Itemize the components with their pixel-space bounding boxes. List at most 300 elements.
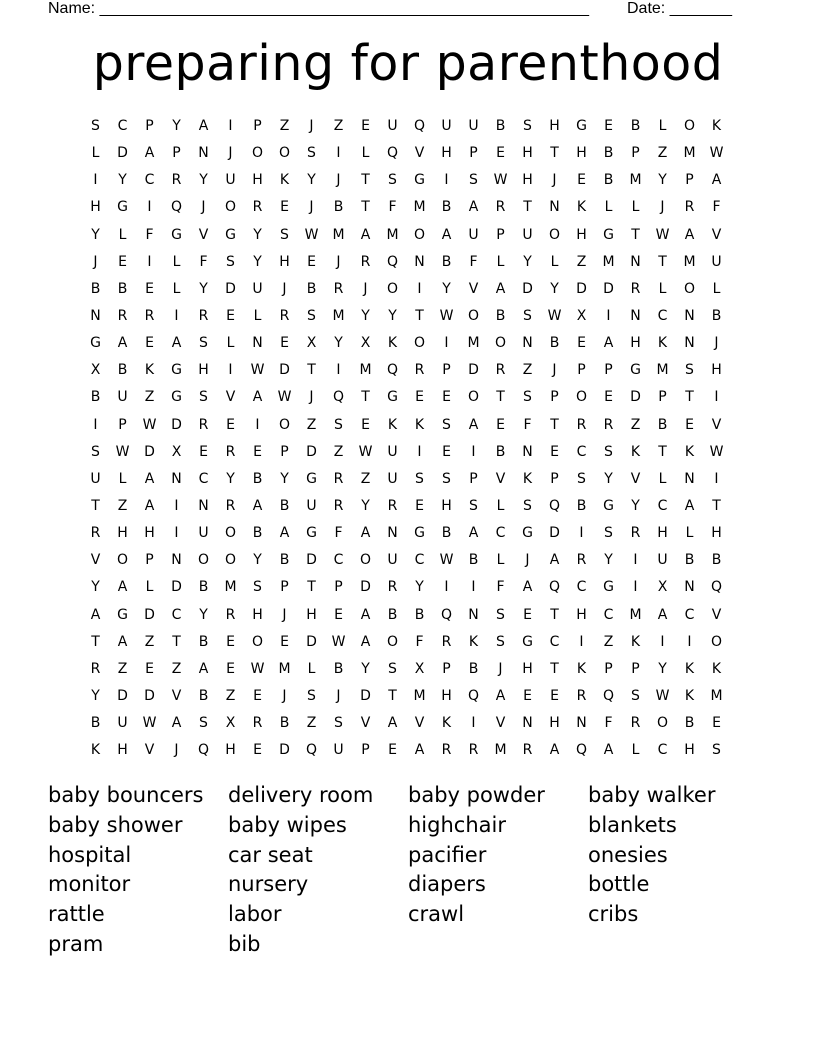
grid-letter: H — [441, 145, 452, 162]
grid-letter: H — [549, 715, 560, 732]
word-list-item: labor — [228, 902, 282, 927]
grid-letter: Q — [548, 497, 561, 514]
grid-letter: C — [657, 742, 668, 759]
grid-letter: A — [603, 742, 614, 759]
grid-letter: J — [336, 253, 341, 270]
grid-letter: B — [576, 497, 587, 514]
grid-letter: I — [444, 172, 449, 189]
grid-letter: B — [684, 715, 695, 732]
grid-letter: B — [549, 335, 560, 352]
grid-letter: U — [441, 118, 452, 134]
grid-letter: D — [279, 362, 290, 379]
grid-letter: C — [171, 606, 182, 623]
grid-letter: Z — [657, 145, 668, 162]
grid-letter: P — [145, 118, 154, 134]
grid-letter: N — [684, 307, 695, 324]
grid-letter: L — [658, 470, 667, 487]
grid-letter: U — [468, 226, 479, 243]
grid-letter: P — [172, 145, 181, 162]
grid-letter: K — [387, 335, 398, 352]
grid-letter: F — [523, 416, 532, 433]
grid-letter: I — [174, 525, 179, 542]
grid-letter: S — [199, 389, 208, 406]
grid-letter: Y — [631, 497, 640, 514]
grid-letter: W — [250, 660, 265, 677]
grid-letter: G — [90, 335, 101, 352]
grid-letter: H — [549, 118, 560, 134]
grid-letter: U — [387, 552, 398, 569]
grid-letter: E — [280, 335, 289, 352]
grid-letter: F — [496, 579, 505, 596]
grid-letter: A — [360, 226, 371, 243]
grid-letter: E — [226, 633, 235, 650]
grid-letter: Y — [199, 606, 208, 623]
grid-letter: V — [711, 226, 722, 243]
grid-letter: E — [307, 253, 316, 270]
grid-letter: S — [442, 470, 451, 487]
grid-letter: G — [171, 389, 182, 406]
grid-letter: A — [117, 579, 128, 596]
grid-letter: C — [495, 525, 506, 542]
grid-letter: N — [630, 253, 641, 270]
grid-letter: L — [496, 497, 505, 514]
grid-letter: N — [198, 145, 209, 162]
grid-letter: E — [280, 633, 289, 650]
grid-letter: H — [522, 660, 533, 677]
grid-letter: A — [360, 525, 371, 542]
grid-letter: O — [683, 280, 696, 297]
word-list-item: nursery — [228, 872, 309, 897]
grid-letter: X — [360, 335, 371, 352]
grid-letter: S — [604, 443, 613, 460]
grid-letter: E — [145, 335, 154, 352]
grid-letter: E — [685, 416, 694, 433]
grid-letter: P — [577, 362, 586, 379]
grid-letter: Y — [658, 660, 667, 677]
grid-letter: B — [495, 118, 506, 134]
grid-letter: K — [387, 416, 398, 433]
grid-letter: B — [279, 715, 290, 732]
grid-letter: Q — [548, 579, 561, 596]
grid-letter: R — [684, 199, 695, 216]
grid-letter: Q — [386, 362, 399, 379]
grid-letter: E — [577, 335, 586, 352]
grid-letter: W — [709, 145, 724, 162]
grid-letter: V — [90, 552, 101, 569]
grid-letter: S — [307, 687, 316, 704]
grid-letter: O — [386, 280, 399, 297]
grid-row — [82, 468, 742, 495]
grid-letter: K — [468, 633, 479, 650]
grid-letter: B — [252, 525, 263, 542]
word-list-row — [48, 781, 768, 811]
grid-letter: R — [414, 362, 425, 379]
grid-letter: H — [711, 362, 722, 379]
grid-letter: M — [224, 579, 237, 596]
grid-letter: Y — [361, 307, 370, 324]
grid-letter: K — [279, 172, 290, 189]
grid-letter: I — [471, 715, 476, 732]
grid-letter: E — [361, 118, 370, 134]
grid-letter: C — [414, 552, 425, 569]
grid-letter: B — [603, 145, 614, 162]
grid-letter: Z — [603, 633, 614, 650]
grid-letter: T — [307, 362, 316, 379]
grid-letter: Y — [172, 118, 181, 134]
grid-letter: O — [224, 199, 237, 216]
grid-letter: E — [226, 660, 235, 677]
grid-letter: F — [388, 199, 397, 216]
grid-letter: F — [604, 715, 613, 732]
word-list-item: baby bouncers — [48, 783, 204, 807]
grid-letter: Y — [388, 307, 397, 324]
grid-letter: R — [333, 497, 344, 514]
grid-letter: Y — [253, 253, 262, 270]
grid-letter: A — [495, 687, 506, 704]
grid-letter: Z — [522, 362, 533, 379]
word-list-item: blankets — [588, 812, 677, 837]
grid-letter: V — [630, 470, 641, 487]
grid-letter: E — [442, 389, 451, 406]
grid-letter: D — [306, 552, 317, 569]
letter-grid — [82, 115, 742, 766]
grid-letter: O — [386, 633, 399, 650]
grid-letter: H — [576, 606, 587, 623]
grid-letter: M — [683, 145, 696, 162]
grid-letter: O — [467, 307, 480, 324]
grid-letter: E — [118, 253, 127, 270]
grid-row — [82, 604, 742, 631]
grid-letter: P — [550, 389, 559, 406]
grid-letter: K — [630, 443, 641, 460]
grid-letter: N — [684, 579, 695, 596]
grid-letter: G — [306, 525, 317, 542]
grid-row — [82, 495, 742, 522]
grid-letter: A — [252, 389, 263, 406]
grid-letter: K — [711, 118, 722, 134]
word-list-item: baby walker — [588, 783, 716, 807]
grid-letter: T — [91, 633, 100, 650]
grid-letter: A — [549, 742, 560, 759]
grid-letter: E — [361, 416, 370, 433]
grid-letter: A — [360, 606, 371, 623]
grid-letter: C — [657, 497, 668, 514]
grid-letter: E — [550, 687, 559, 704]
word-list-item: crawl — [408, 902, 465, 927]
grid-row — [82, 224, 742, 251]
grid-letter: N — [630, 307, 641, 324]
grid-letter: E — [415, 497, 424, 514]
grid-letter: E — [577, 172, 586, 189]
grid-letter: S — [469, 497, 478, 514]
grid-letter: U — [387, 118, 398, 134]
grid-letter: Z — [306, 715, 317, 732]
grid-row — [82, 386, 742, 413]
grid-letter: O — [278, 416, 291, 433]
grid-letter: Q — [332, 389, 345, 406]
grid-letter: T — [361, 389, 370, 406]
grid-letter: H — [576, 226, 587, 243]
grid-letter: R — [225, 497, 236, 514]
grid-letter: S — [523, 389, 532, 406]
grid-letter: A — [468, 416, 479, 433]
grid-letter: V — [225, 389, 236, 406]
grid-letter: X — [414, 660, 425, 677]
grid-letter: S — [91, 443, 100, 460]
grid-letter: J — [201, 199, 206, 216]
grid-letter: L — [631, 742, 640, 759]
grid-letter: A — [144, 145, 155, 162]
grid-letter: F — [199, 253, 208, 270]
grid-letter: V — [711, 606, 722, 623]
grid-letter: Z — [576, 253, 587, 270]
grid-letter: B — [198, 687, 209, 704]
grid-letter: L — [658, 118, 667, 134]
grid-letter: B — [711, 307, 722, 324]
grid-letter: U — [306, 497, 317, 514]
grid-letter: I — [606, 307, 611, 324]
grid-letter: W — [709, 443, 724, 460]
grid-letter: Y — [658, 172, 667, 189]
grid-letter: F — [334, 525, 343, 542]
grid-letter: Z — [117, 660, 128, 677]
grid-letter: I — [228, 362, 233, 379]
word-list-item: pram — [48, 931, 104, 956]
grid-letter: O — [116, 552, 129, 569]
word-list-item: hospital — [48, 842, 132, 867]
grid-letter: O — [197, 552, 210, 569]
grid-letter: T — [658, 253, 667, 270]
grid-letter: S — [469, 172, 478, 189]
grid-letter: R — [252, 199, 263, 216]
grid-letter: H — [144, 525, 155, 542]
grid-letter: N — [522, 335, 533, 352]
grid-letter: B — [333, 199, 344, 216]
grid-letter: A — [387, 715, 398, 732]
grid-letter: M — [413, 199, 426, 216]
grid-letter: G — [414, 172, 425, 189]
grid-letter: Q — [386, 145, 399, 162]
grid-letter: A — [441, 226, 452, 243]
grid-letter: S — [523, 497, 532, 514]
grid-letter: O — [494, 335, 507, 352]
grid-letter: D — [171, 416, 182, 433]
grid-letter: P — [658, 389, 667, 406]
grid-letter: C — [576, 579, 587, 596]
grid-letter: G — [603, 579, 614, 596]
grid-letter: N — [522, 443, 533, 460]
puzzle-title: preparing for parenthood — [92, 35, 724, 92]
grid-letter: G — [603, 497, 614, 514]
grid-letter: E — [388, 742, 397, 759]
grid-letter: B — [711, 552, 722, 569]
grid-letter: N — [684, 470, 695, 487]
grid-letter: I — [93, 172, 98, 189]
grid-letter: U — [117, 389, 128, 406]
grid-letter: R — [441, 742, 452, 759]
grid-letter: A — [171, 715, 182, 732]
grid-letter: X — [576, 307, 587, 324]
grid-row — [82, 196, 742, 223]
grid-letter: M — [656, 362, 669, 379]
grid-letter: K — [630, 633, 641, 650]
grid-letter: R — [441, 633, 452, 650]
grid-letter: H — [279, 253, 290, 270]
date-field-label: Date: _______ — [627, 0, 732, 17]
grid-letter: P — [253, 118, 262, 134]
grid-letter: D — [360, 579, 371, 596]
grid-letter: W — [655, 226, 670, 243]
grid-letter: E — [496, 145, 505, 162]
grid-letter: F — [145, 226, 154, 243]
grid-letter: Y — [361, 497, 370, 514]
grid-letter: M — [629, 606, 642, 623]
grid-letter: L — [172, 253, 181, 270]
grid-letter: Q — [440, 606, 453, 623]
grid-letter: B — [441, 199, 452, 216]
grid-letter: Y — [91, 687, 100, 704]
grid-letter: U — [657, 552, 668, 569]
grid-letter: Q — [575, 742, 588, 759]
grid-letter: R — [630, 280, 641, 297]
grid-letter: Y — [415, 579, 424, 596]
grid-letter: S — [91, 118, 100, 134]
grid-letter: Y — [91, 226, 100, 243]
grid-letter: W — [655, 687, 670, 704]
grid-letter: P — [280, 579, 289, 596]
grid-letter: O — [575, 389, 588, 406]
word-list-row — [48, 870, 768, 900]
grid-letter: S — [604, 525, 613, 542]
grid-row — [82, 712, 742, 739]
grid-letter: B — [198, 579, 209, 596]
grid-letter: E — [523, 606, 532, 623]
grid-letter: S — [334, 416, 343, 433]
grid-letter: Y — [253, 552, 262, 569]
grid-letter: Z — [630, 416, 641, 433]
grid-letter: O — [467, 389, 480, 406]
grid-letter: K — [684, 660, 695, 677]
grid-letter: D — [306, 443, 317, 460]
grid-letter: B — [252, 470, 263, 487]
grid-letter: K — [90, 742, 101, 759]
grid-letter: L — [172, 280, 181, 297]
grid-letter: X — [225, 715, 236, 732]
grid-letter: R — [495, 362, 506, 379]
grid-letter: Z — [117, 497, 128, 514]
grid-letter: R — [198, 416, 209, 433]
grid-letter: K — [576, 199, 587, 216]
grid-letter: N — [684, 335, 695, 352]
grid-letter: K — [441, 715, 452, 732]
grid-letter: S — [388, 660, 397, 677]
word-list-item: pacifier — [408, 842, 487, 867]
grid-letter: B — [468, 660, 479, 677]
grid-letter: F — [712, 199, 721, 216]
grid-letter: Y — [334, 335, 343, 352]
grid-letter: O — [251, 633, 264, 650]
grid-letter: Y — [604, 552, 613, 569]
word-list-item: highchair — [408, 812, 506, 837]
grid-letter: M — [683, 253, 696, 270]
grid-letter: E — [145, 660, 154, 677]
grid-letter: Z — [306, 416, 317, 433]
grid-letter: Y — [442, 280, 451, 297]
grid-letter: I — [174, 497, 179, 514]
grid-letter: U — [387, 443, 398, 460]
grid-letter: W — [304, 226, 319, 243]
grid-letter: G — [387, 389, 398, 406]
grid-letter: N — [171, 552, 182, 569]
grid-letter: B — [684, 552, 695, 569]
grid-letter: D — [171, 579, 182, 596]
grid-letter: E — [199, 443, 208, 460]
grid-letter: J — [336, 172, 341, 189]
grid-letter: M — [332, 226, 345, 243]
grid-letter: S — [685, 362, 694, 379]
grid-letter: E — [280, 199, 289, 216]
grid-letter: D — [603, 280, 614, 297]
word-list-item: diapers — [408, 872, 486, 897]
grid-letter: O — [359, 552, 372, 569]
grid-letter: V — [468, 280, 479, 297]
grid-letter: T — [523, 199, 532, 216]
grid-row — [82, 631, 742, 658]
grid-letter: S — [523, 307, 532, 324]
grid-letter: Q — [170, 199, 183, 216]
grid-letter: R — [225, 606, 236, 623]
grid-letter: Z — [279, 118, 290, 134]
grid-letter: U — [252, 280, 263, 297]
name-field-label: Name: _______________________________________________________ — [48, 0, 589, 17]
grid-letter: B — [306, 280, 317, 297]
grid-letter: L — [118, 470, 127, 487]
grid-letter: N — [576, 715, 587, 732]
grid-letter: T — [388, 687, 397, 704]
grid-letter: G — [576, 118, 587, 134]
grid-letter: T — [685, 389, 694, 406]
grid-letter: A — [684, 226, 695, 243]
grid-letter: Q — [602, 687, 615, 704]
grid-letter: Y — [361, 660, 370, 677]
grid-letter: M — [494, 742, 507, 759]
grid-letter: S — [496, 633, 505, 650]
grid-letter: N — [549, 199, 560, 216]
grid-letter: G — [171, 362, 182, 379]
grid-letter: U — [117, 715, 128, 732]
grid-letter: I — [444, 579, 449, 596]
grid-letter: L — [91, 145, 100, 162]
grid-letter: A — [198, 118, 209, 134]
grid-letter: S — [631, 687, 640, 704]
grid-letter: O — [413, 335, 426, 352]
grid-letter: J — [552, 172, 557, 189]
grid-letter: H — [441, 497, 452, 514]
grid-letter: R — [630, 525, 641, 542]
grid-letter: R — [576, 552, 587, 569]
grid-letter: O — [548, 226, 561, 243]
grid-letter: H — [576, 145, 587, 162]
grid-letter: T — [712, 497, 721, 514]
grid-letter: E — [334, 606, 343, 623]
header — [48, 0, 748, 20]
grid-letter: E — [226, 307, 235, 324]
grid-letter: L — [226, 335, 235, 352]
grid-letter: Y — [307, 172, 316, 189]
grid-letter: O — [656, 715, 669, 732]
grid-letter: H — [306, 606, 317, 623]
grid-letter: B — [441, 525, 452, 542]
